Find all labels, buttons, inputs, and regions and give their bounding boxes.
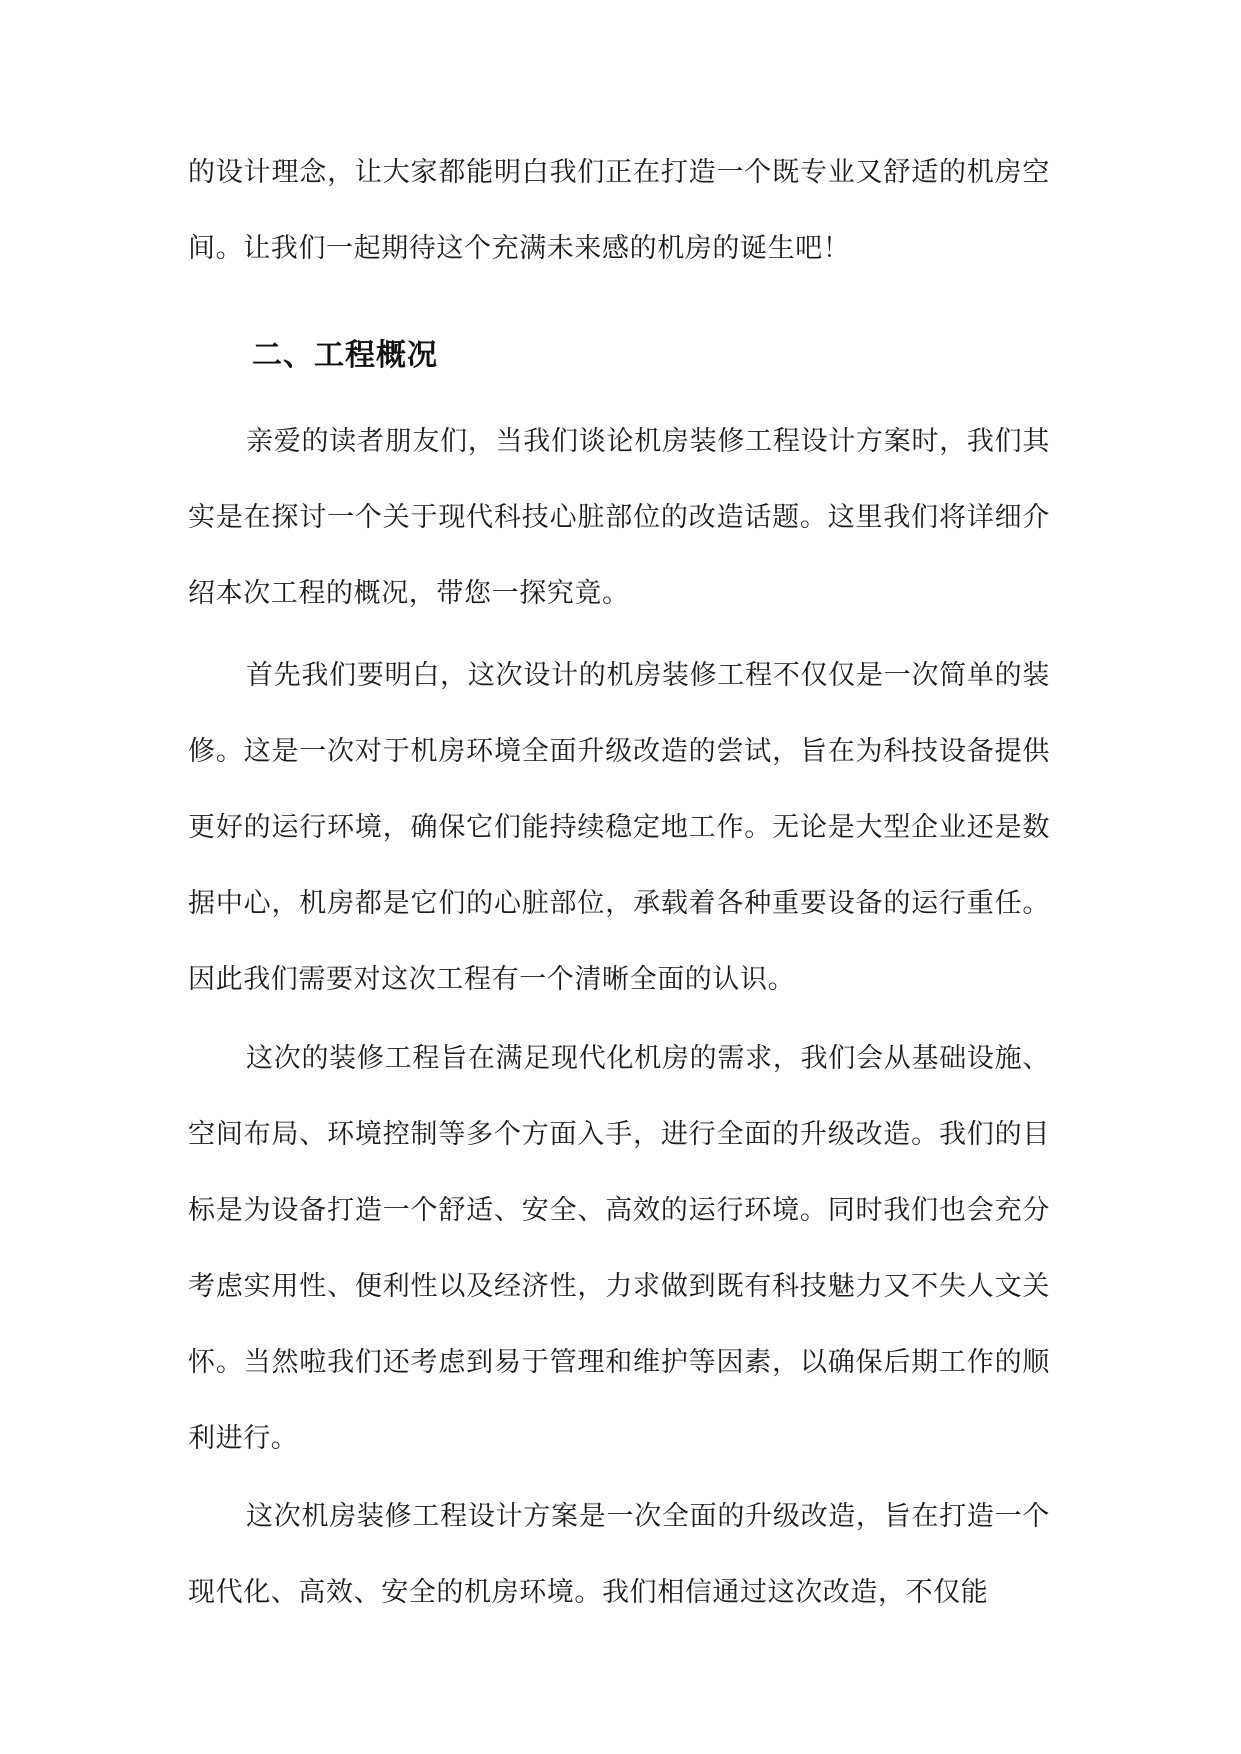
body-paragraph-3: 这次的装修工程旨在满足现代化机房的需求，我们会从基础设施、空间布局、环境控制等多个方面入手，进行全面的升级改造。我们的目标是为设备打造一个舒适、安全、高效的运行环境。同时我们也会充分考虑实用性、便利性以及经济性，力求做到既有科技魅力又不失人文关怀。当然啦我们还考虑到易于管理和维护等因素，以确保后期工作的顺利进行。 bbox=[188, 1043, 1050, 1454]
body-paragraph-1: 亲爱的读者朋友们，当我们谈论机房装修工程设计方案时，我们其实是在探讨一个关于现代科技心脏部位的改造话题。这里我们将详细介绍本次工程的概况，带您一探究竟。 bbox=[188, 426, 1050, 609]
continuation-paragraph: 的设计理念，让大家都能明白我们正在打造一个既专业又舒适的机房空间。让我们一起期待这个充满未来感的机房的诞生吧！ bbox=[188, 157, 1050, 264]
body-paragraph-4: 这次机房装修工程设计方案是一次全面的升级改造，旨在打造一个现代化、高效、安全的机房环境。我们相信通过这次改造，不仅能 bbox=[188, 1501, 1050, 1608]
body-paragraph-2: 首先我们要明白，这次设计的机房装修工程不仅仅是一次简单的装修。这是一次对于机房环境全面升级改造的尝试，旨在为科技设备提供更好的运行环境，确保它们能持续稳定地工作。无论是大型企业还是数据中心，机房都是它们的心脏部位，承载着各种重要设备的运行重任。因此我们需要对这次工程有一个清晰全面的认识。 bbox=[188, 660, 1050, 995]
section-heading: 二、工程概况 bbox=[252, 338, 438, 373]
